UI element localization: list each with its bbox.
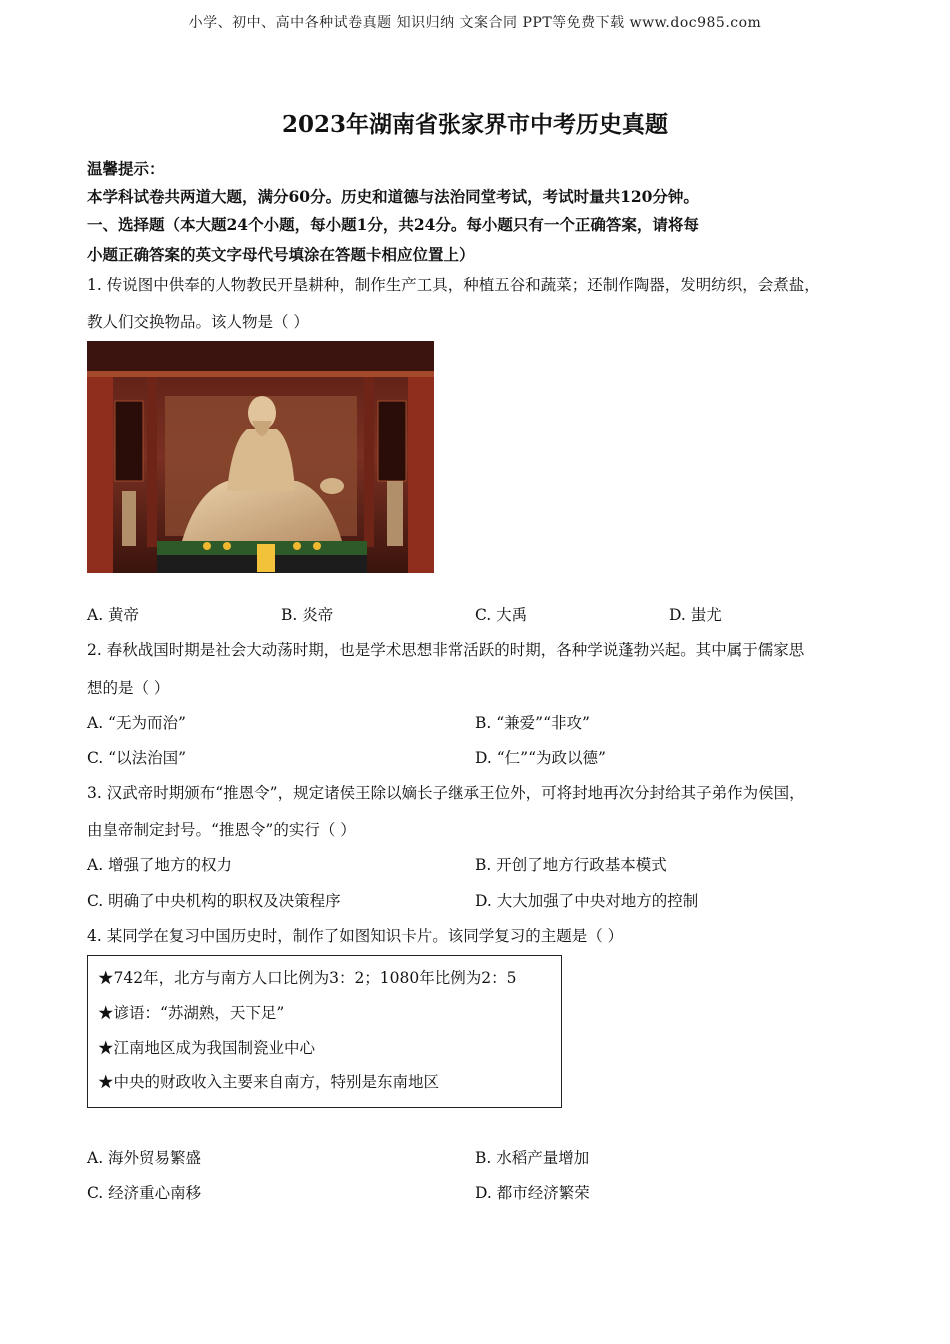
q1-option-c: C. 大禹 — [475, 606, 528, 624]
q4-option-d: D. 都市经济繁荣 — [475, 1184, 590, 1202]
q1-option-d: D. 蚩尤 — [669, 606, 722, 624]
q1-stem-line1: 1. 传说图中供奉的人物教民开垦耕种，制作生产工具，种植五谷和蔬菜；还制作陶器，发明纺织，会煮盐， — [87, 276, 820, 294]
section-heading-line2: 小题正确答案的英文字母代号填涂在答题卡相应位置上） — [87, 245, 475, 264]
q3-stem-line2: 由皇帝制定封号。“推恩令”的实行（ ） — [87, 821, 356, 839]
statue-photo — [87, 341, 434, 573]
q4-option-b: B. 水稻产量增加 — [475, 1149, 590, 1167]
q1-option-b: B. 炎帝 — [281, 606, 334, 624]
q3-option-b: B. 开创了地方行政基本模式 — [475, 856, 667, 874]
q4-option-c: C. 经济重心南移 — [87, 1184, 202, 1202]
page-title: 2023年湖南省张家界市中考历史真题 — [281, 111, 668, 138]
q1-stem-line2: 教人们交换物品。该人物是（ ） — [87, 313, 309, 331]
q2-option-d: D. “仁”“为政以德” — [475, 749, 606, 767]
q2-option-b: B. “兼爱”“非攻” — [475, 714, 590, 732]
q3-option-a: A. 增强了地方的权力 — [87, 856, 233, 874]
q3-stem-line1: 3. 汉武帝时期颁布“推恩令”，规定诸侯王除以嫡长子继承王位外，可将封地再次分封给其子弟作为侯国， — [87, 784, 805, 802]
notice-label: 温馨提示： — [87, 159, 165, 178]
q2-stem-line2: 想的是（ ） — [87, 679, 170, 697]
card-line-4: ★中央的财政收入主要来自南方，特别是东南地区 — [98, 1073, 440, 1091]
q2-stem-line1: 2. 春秋战国时期是社会大动荡时期，也是学术思想非常活跃的时期，各种学说蓬勃兴起。其中属于儒家思 — [87, 641, 805, 659]
q1-option-a: A. 黄帝 — [87, 606, 140, 624]
card-line-3: ★江南地区成为我国制瓷业中心 — [98, 1039, 316, 1057]
q4-stem-line1: 4. 某同学在复习中国历史时，制作了如图知识卡片。该同学复习的主题是（ ） — [87, 927, 624, 945]
notice-text: 本学科试卷共两道大题，满分60分。历史和道德与法治同堂考试，考试时量共120分钟。 — [87, 187, 699, 206]
q4-option-a: A. 海外贸易繁盛 — [87, 1149, 202, 1167]
q3-option-c: C. 明确了中央机构的职权及决策程序 — [87, 892, 341, 910]
page-header: 小学、初中、高中各种试卷真题 知识归纳 文案合同 PPT等免费下载 www.doc985.com — [188, 15, 762, 31]
section-heading-line1: 一、选择题（本大题24个小题，每小题1分，共24分。每小题只有一个正确答案，请将每 — [87, 215, 699, 234]
knowledge-card — [87, 955, 562, 1108]
q3-option-d: D. 大大加强了中央对地方的控制 — [475, 892, 699, 910]
q2-option-c: C. “以法治国” — [87, 749, 187, 767]
q2-option-a: A. “无为而治” — [87, 714, 186, 732]
card-line-2: ★谚语：“苏湖熟，天下足” — [98, 1004, 285, 1022]
card-line-1: ★742年，北方与南方人口比例为3：2；1080年比例为2：5 — [98, 969, 517, 987]
